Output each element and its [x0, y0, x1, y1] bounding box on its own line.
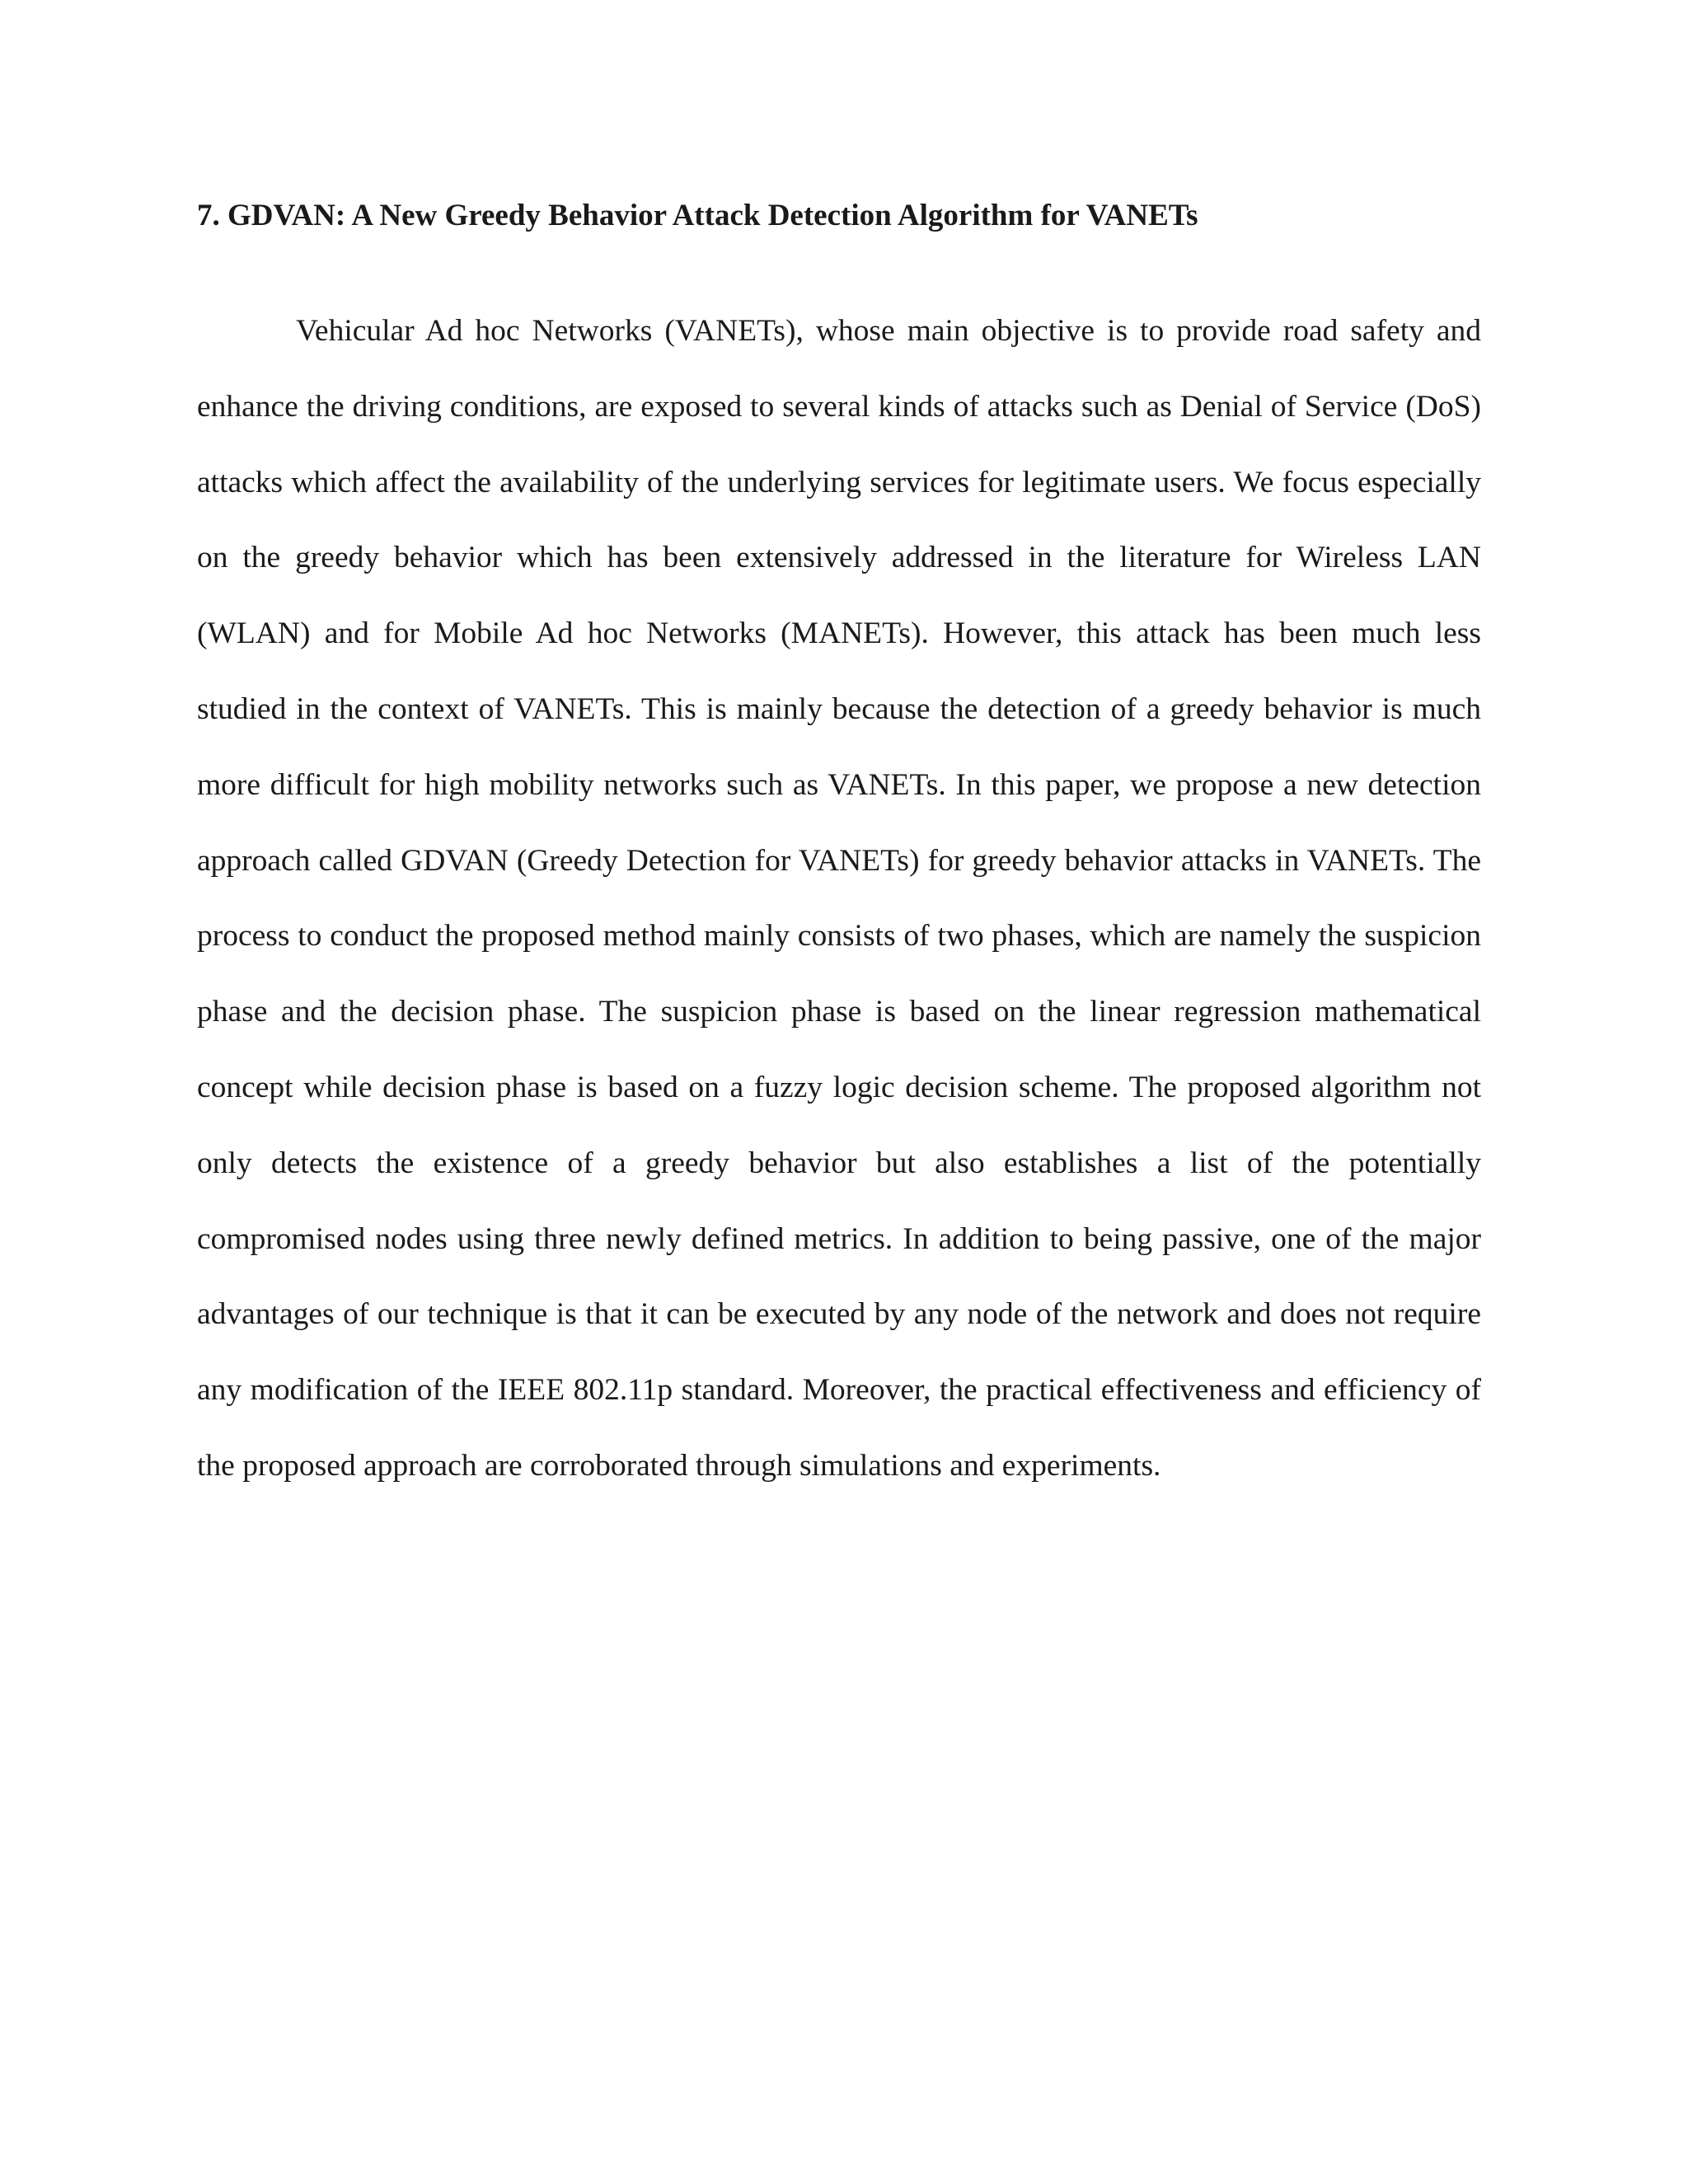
section-title: 7. GDVAN: A New Greedy Behavior Attack Detection Algorithm for VANETs: [197, 199, 1198, 232]
abstract-paragraph: Vehicular Ad hoc Networks (VANETs), whose main objective is to provide road safety and enhance the driving conditions, are exposed to several kinds of attacks such as Denial of Service (DoS) attacks which affect the availability of the underlying services for legitimate users. We focus especially on the greedy behavior which has been extensively addressed in the literature for Wireless LAN (WLAN) and for Mobile Ad hoc Networks (MANETs). However, this attack has been much less studied in the context of VANETs. This is mainly because the detection of a greedy behavior is much more difficult for high mobility networks such as VANETs. In this paper, we propose a new detection approach called GDVAN (Greedy Detection for VANETs) for greedy behavior attacks in VANETs. The process to conduct the proposed method mainly consists of two phases, which are namely the suspicion phase and the decision phase. The suspicion phase is based on the linear regression mathematical concept while decision phase is based on a fuzzy logic decision scheme. The proposed algorithm not only detects the existence of a greedy behavior but also establishes a list of the potentially compromised nodes using three newly defined metrics. In addition to being passive, one of the major advantages of our technique is that it can be executed by any node of the network and does not require any modification of the IEEE 802.11p standard. Moreover, the practical effectiveness and efficiency of the proposed approach are corroborated through simulations and experiments.: [197, 314, 1481, 1483]
